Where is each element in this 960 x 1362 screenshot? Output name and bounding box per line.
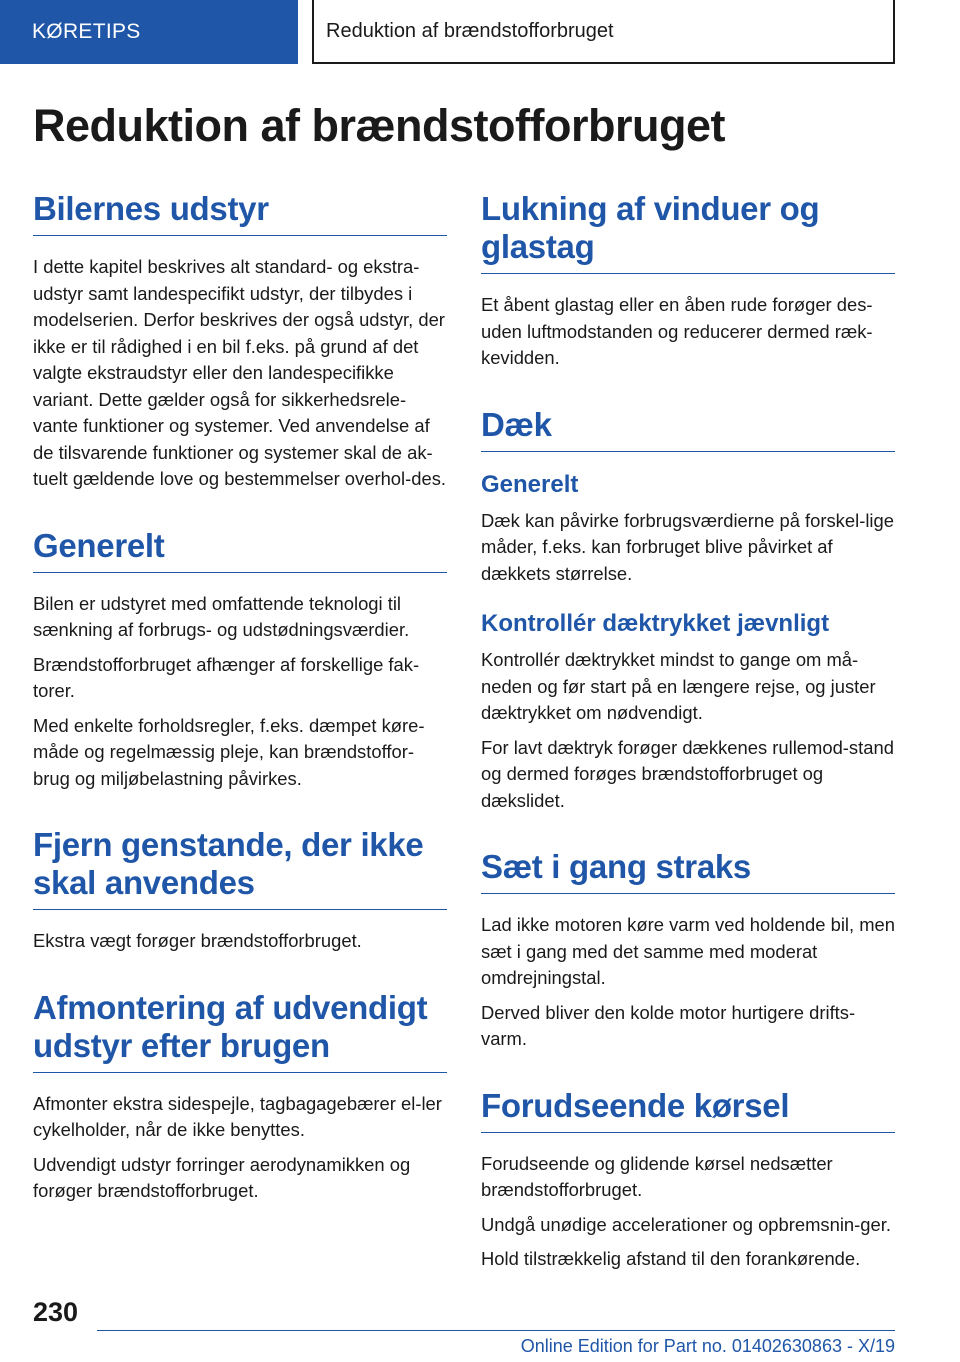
- heading-remove-items: Fjern genstande, der ikke skal anvendes: [33, 826, 447, 910]
- subheading-tyre-pressure: Kontrollér dæktrykket jævnligt: [481, 610, 830, 637]
- paragraph: Hold tilstrækkelig afstand til den forankørende.: [481, 1248, 861, 1269]
- paragraph: Med enkelte forholdsregler, f.eks. dæmpet køre-måde og regelmæssig pleje, kan brændstoffor-brug og miljøbelastning påvirkes.: [33, 714, 425, 789]
- heading-equipment: Bilernes udstyr: [33, 190, 447, 236]
- footer-divider: [97, 1330, 895, 1331]
- paragraph: Lad ikke motoren køre varm ved holdende bil, men sæt i gang med det samme med moderat omdrejningstal.: [481, 914, 895, 988]
- page-title: Reduktion af brændstofforbruget: [33, 100, 725, 151]
- heading-start-immediately: Sæt i gang straks: [481, 848, 895, 894]
- paragraph: Udvendigt udstyr forringer aerodynamikken og forøger brændstofforbruget.: [33, 1153, 411, 1201]
- paragraph: Bilen er udstyret med omfattende teknologi til sænkning af forbrugs- og udstødningsværdier.: [33, 592, 410, 640]
- heading-windows: Lukning af vinduer og glastag: [481, 190, 895, 274]
- paragraph: Afmonter ekstra sidespejle, tagbagagebærer el-ler cykelholder, når de ikke benyttes.: [33, 1092, 442, 1140]
- heading-remove-exterior: Afmontering af udvendigt udstyr efter brugen: [33, 989, 447, 1073]
- paragraph: Ekstra vægt forøger brændstofforbruget.: [33, 930, 362, 951]
- heading-general: Generelt: [33, 527, 447, 573]
- paragraph: Undgå unødige accelerationer og opbremsnin-ger.: [481, 1213, 891, 1235]
- page-number: 230: [33, 1297, 79, 1327]
- paragraph: Kontrollér dæktrykket mindst to gange om må-neden og før start på en længere rejse, og juster dæktrykket om nødvendigt.: [481, 649, 876, 723]
- heading-anticipatory-driving: Forudseende kørsel: [481, 1087, 895, 1133]
- paragraph: Dæk kan påvirke forbrugsværdierne på forskel-lige måder, f.eks. kan forbruget blive påvirket af dækkets størrelse.: [481, 509, 894, 584]
- paragraph: Forudseende og glidende kørsel nedsætter brændstofforbruget.: [481, 1152, 833, 1200]
- paragraph: Et åbent glastag eller en åben rude forøger des-uden luftmodstanden og reducerer dermed ræk-kevidden.: [481, 294, 873, 368]
- topic-tab: [312, 0, 895, 64]
- paragraph: Derved bliver den kolde motor hurtigere drifts-varm.: [481, 1001, 856, 1049]
- heading-tyres: Dæk: [481, 406, 895, 452]
- paragraph: For lavt dæktryk forøger dækkenes rullemod-stand og dermed forøges brændstofforbruget og dækslidet.: [481, 736, 894, 811]
- paragraph: I dette kapitel beskrives alt standard- og ekstra-udstyr samt landespecifikt udstyr, der tilbydes i modelserien. Derfor beskrives der også udstyr, der ikke er til rådighed i en bil f.eks. på grund af det valgte ekstraudstyr eller den landespecifikke variant. Dette gælder også for sikkerhedsrele-vante funktioner og systemer. Ved anvendelse af de tilsvarende funktioner og systemer skal de ak-tuelt gældende love og bestemmelser overhol-des.: [33, 256, 446, 489]
- section-label: KØRETIPS: [32, 20, 141, 43]
- section-tab: [0, 0, 298, 64]
- topic-label: Reduktion af brændstofforbruget: [326, 19, 614, 42]
- right-column: [481, 190, 895, 1281]
- paragraph: Brændstofforbruget afhænger af forskellige fak-torer.: [33, 653, 420, 701]
- edition-note: Online Edition for Part no. 01402630863 - X/19: [520, 1336, 895, 1356]
- left-column: [33, 190, 447, 1213]
- subheading-general: Generelt: [481, 470, 579, 498]
